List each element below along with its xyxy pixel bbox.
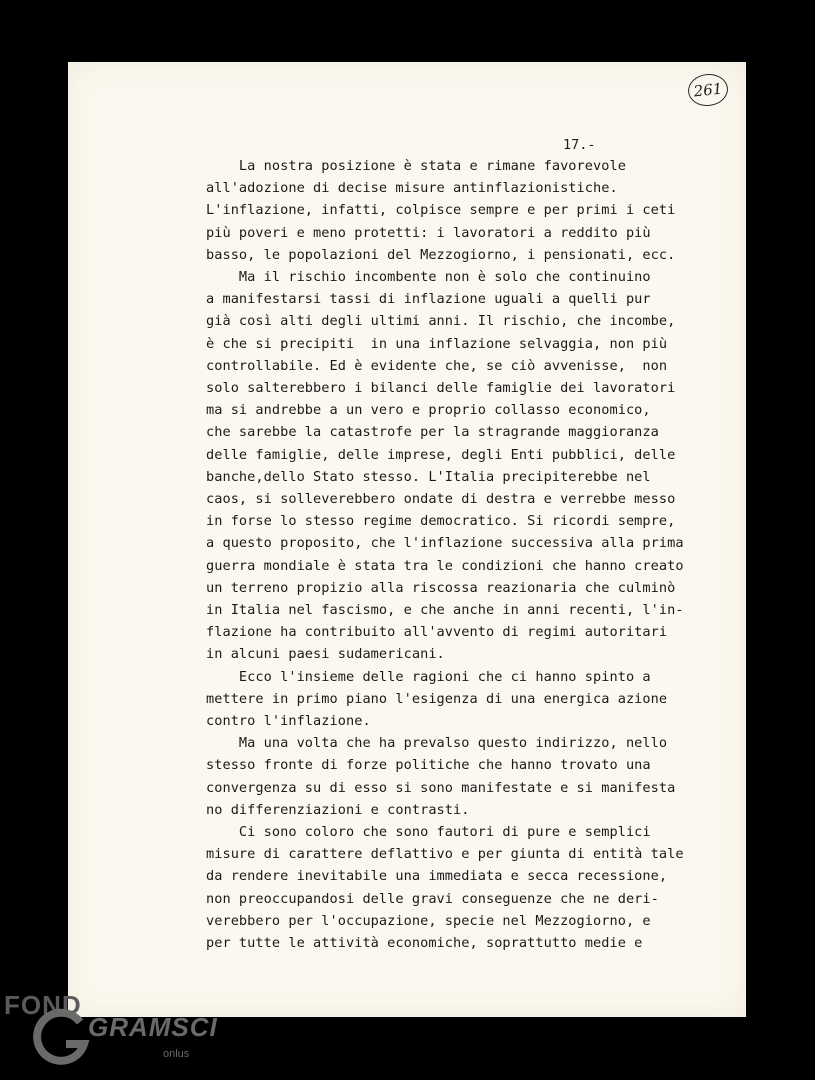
text-line: no differenziazioni e contrasti. [206, 801, 470, 818]
text-line: L'inflazione, infatti, colpisce sempre e per primi i ceti [206, 202, 676, 219]
text-line: a questo proposito, che l'inflazione successiva alla prima [206, 535, 684, 552]
text-line: già così alti degli ultimi anni. Il rischio, che incombe, [206, 313, 676, 330]
text-line: convergenza su di esso si sono manifestate e si manifesta [206, 779, 676, 796]
text-line: verebbero per l'occupazione, specie nel Mezzogiorno, e [206, 912, 651, 929]
text-line: La nostra posizione è stata e rimane favorevole [206, 158, 626, 174]
text-line: in alcuni paesi sudamericani. [206, 646, 445, 663]
text-line: flazione ha contribuito all'avvento di regimi autoritari [206, 624, 668, 641]
text-line: in forse lo stesso regime democratico. Si ricordi sempre, [206, 513, 676, 530]
archive-stamp: 261 [686, 72, 729, 108]
text-line: banche,dello Stato stesso. L'Italia precipiterebbe nel [206, 468, 651, 485]
text-line: solo salterebbero i bilanci delle famiglie dei lavoratori [206, 380, 676, 396]
text-line: a manifestarsi tassi di inflazione uguali a quelli pur [206, 291, 651, 308]
text-line: guerra mondiale è stata tra le condizioni che hanno creato [206, 557, 684, 574]
text-line: delle famiglie, delle imprese, degli Enti pubblici, delle [206, 446, 676, 463]
logo-gramsci-text: GRAMSCI [88, 1012, 218, 1042]
foundation-logo [0, 990, 218, 1080]
logo-fond-text: FOND [4, 990, 82, 1020]
text-line: per tutte le attività economiche, soprattutto medie e [206, 935, 643, 951]
logo-onlus-text: onlus [163, 1048, 190, 1060]
text-line: mettere in primo piano l'esigenza di una energica azione [206, 690, 668, 707]
text-line: Ma una volta che ha prevalso questo indirizzo, nello [206, 735, 668, 752]
text-line: un terreno propizio alla riscossa reazionaria che culminò [206, 579, 676, 596]
text-line: che sarebbe la catastrofe per la stragrande maggioranza [206, 424, 659, 441]
text-line: Ecco l'insieme delle ragioni che ci hanno spinto a [206, 668, 651, 685]
text-line: basso, le popolazioni del Mezzogiorno, i pensionati, ecc. [206, 246, 676, 263]
page-number: 17.- [563, 137, 596, 153]
text-line: caos, si solleverebbero ondate di destra e verrebbe messo [206, 491, 676, 507]
text-line: all'adozione di decise misure antinflazionistiche. [206, 180, 618, 197]
text-line: Ma il rischio incombente non è solo che continuino [206, 269, 651, 285]
gramsci-g-icon [32, 1008, 92, 1068]
text-line: non preoccupandosi delle gravi conseguenze che ne deri- [206, 890, 659, 907]
text-line: più poveri e meno protetti: i lavoratori a reddito più [206, 224, 651, 241]
text-line: da rendere inevitabile una immediata e secca recessione, [206, 868, 668, 885]
text-line: in Italia nel fascismo, e che anche in anni recenti, l'in- [206, 602, 684, 618]
text-line: misure di carattere deflattivo e per giunta di entità tale [206, 846, 684, 863]
text-line: controllabile. Ed è evidente che, se ciò avvenisse, non [206, 357, 668, 374]
text-line: Ci sono coloro che sono fautori di pure e semplici [206, 824, 651, 840]
text-line: ma si andrebbe a un vero e proprio collasso economico, [206, 402, 651, 419]
text-line: è che si precipiti in una inflazione selvaggia, non più [206, 335, 668, 352]
text-line: contro l'inflazione. [206, 713, 371, 729]
text-line: stesso fronte di forze politiche che hanno trovato una [206, 757, 651, 774]
